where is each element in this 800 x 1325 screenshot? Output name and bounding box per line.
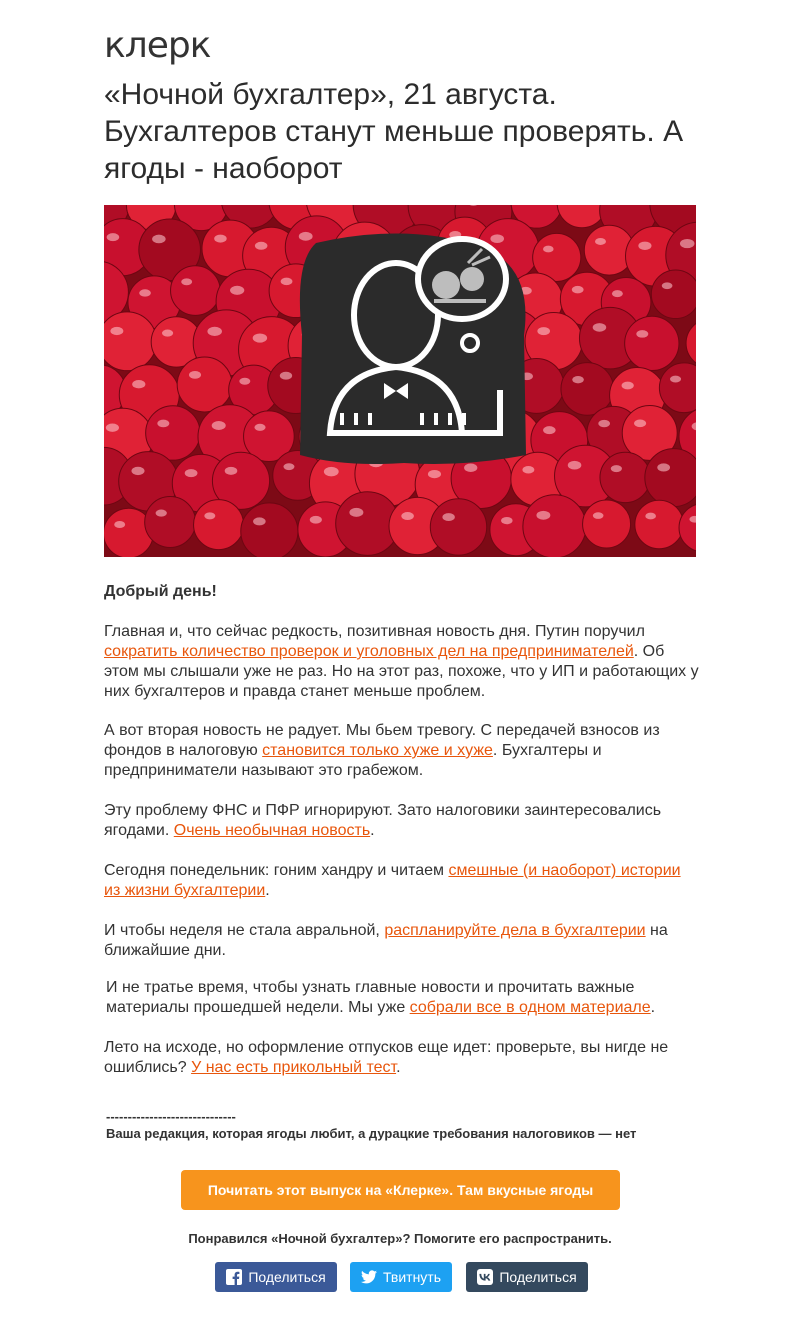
signature-text: Ваша редакция, которая ягоды любит, а дурацкие требования налоговиков — нет xyxy=(106,1126,637,1141)
facebook-icon xyxy=(226,1269,242,1285)
news-paragraph-5 xyxy=(104,921,700,961)
news-paragraph-2 xyxy=(104,721,700,781)
news-paragraph-1 xyxy=(104,622,700,702)
news-paragraph-6 xyxy=(106,978,702,1018)
twitter-share-label: Твитнуть xyxy=(382,1269,442,1285)
signature-divider: ------------------------------ xyxy=(106,1109,236,1124)
p3-text-end: . xyxy=(370,822,375,839)
vk-share-label: Поделиться xyxy=(499,1269,577,1285)
twitter-icon xyxy=(361,1269,377,1285)
vk-share-button[interactable] xyxy=(466,1262,588,1292)
p5-link[interactable]: распланируйте дела в бухгалтерии xyxy=(384,922,646,939)
hero-image[interactable] xyxy=(104,205,696,557)
p2-link[interactable]: становится только хуже и хуже xyxy=(262,742,493,759)
p4-text-end: . xyxy=(265,882,270,899)
berries-illustration xyxy=(104,205,696,557)
p1-text-end: . Об этом мы слышали уже не раз. Но на этот раз, похоже, что у ИП и работающих у них бухгалтеров и правда станет меньше проблем. xyxy=(104,643,699,700)
share-prompt: Понравился «Ночной бухгалтер»? Помогите его распространить. xyxy=(188,1231,612,1246)
p1-link[interactable]: сократить количество проверок и уголовных дел на предпринимателей xyxy=(104,643,634,660)
news-paragraph-4 xyxy=(104,861,700,901)
greeting: Добрый день! xyxy=(104,583,217,600)
p4-link[interactable]: смешные (и наоборот) истории из жизни бухгалтерии xyxy=(104,862,681,899)
klerk-logo[interactable] xyxy=(104,26,211,66)
p6-text: И не тратье время, чтобы узнать главные новости и прочитать важные материалы прошедшей недели. Мы уже xyxy=(106,979,635,1016)
p5-text: И чтобы неделя не стала авральной, xyxy=(104,922,385,939)
p3-link[interactable]: Очень необычная новость xyxy=(173,822,371,839)
read-issue-button[interactable]: Почитать этот выпуск на «Клерке». Там вкусные ягоды xyxy=(181,1170,620,1210)
news-paragraph-7 xyxy=(104,1038,700,1078)
accountant-icon xyxy=(300,233,526,464)
p3-text: Эту проблему ФНС и ПФР игнорируют. Зато налоговики заинтересовались ягодами. xyxy=(104,802,662,839)
p5-text-end: на ближайшие дни. xyxy=(104,922,668,959)
p7-text: Лето на исходе, но оформление отпусков еще идет: проверьте, вы нигде не ошиблись? xyxy=(104,1039,669,1076)
p7-link[interactable]: У нас есть прикольный тест xyxy=(191,1059,397,1076)
news-paragraph-3 xyxy=(104,801,700,841)
p4-text: Сегодня понедельник: гоним хандру и читаем xyxy=(104,862,449,879)
twitter-share-button[interactable] xyxy=(350,1262,452,1292)
p2-text: А вот вторая новость не радует. Мы бьем тревогу. С передачей взносов из фондов в налоговую xyxy=(104,722,660,759)
signature xyxy=(106,1108,636,1142)
p1-text: Главная и, что сейчас редкость, позитивная новость дня. Путин поручил xyxy=(104,623,645,640)
p2-text-end: . Бухгалтеры и предприниматели называют это грабежом. xyxy=(104,742,602,779)
page-title: «Ночной бухгалтер», 21 августа. Бухгалтеров станут меньше проверять. А ягоды - наоборот xyxy=(104,78,684,185)
logo-text: клерк xyxy=(104,25,211,66)
p7-text-end: . xyxy=(396,1059,401,1076)
p6-link[interactable]: собрали все в одном материале xyxy=(409,999,651,1016)
facebook-share-label: Поделиться xyxy=(248,1269,326,1285)
vk-icon xyxy=(477,1269,493,1285)
p6-text-end: . xyxy=(650,999,656,1016)
facebook-share-button[interactable] xyxy=(215,1262,337,1292)
